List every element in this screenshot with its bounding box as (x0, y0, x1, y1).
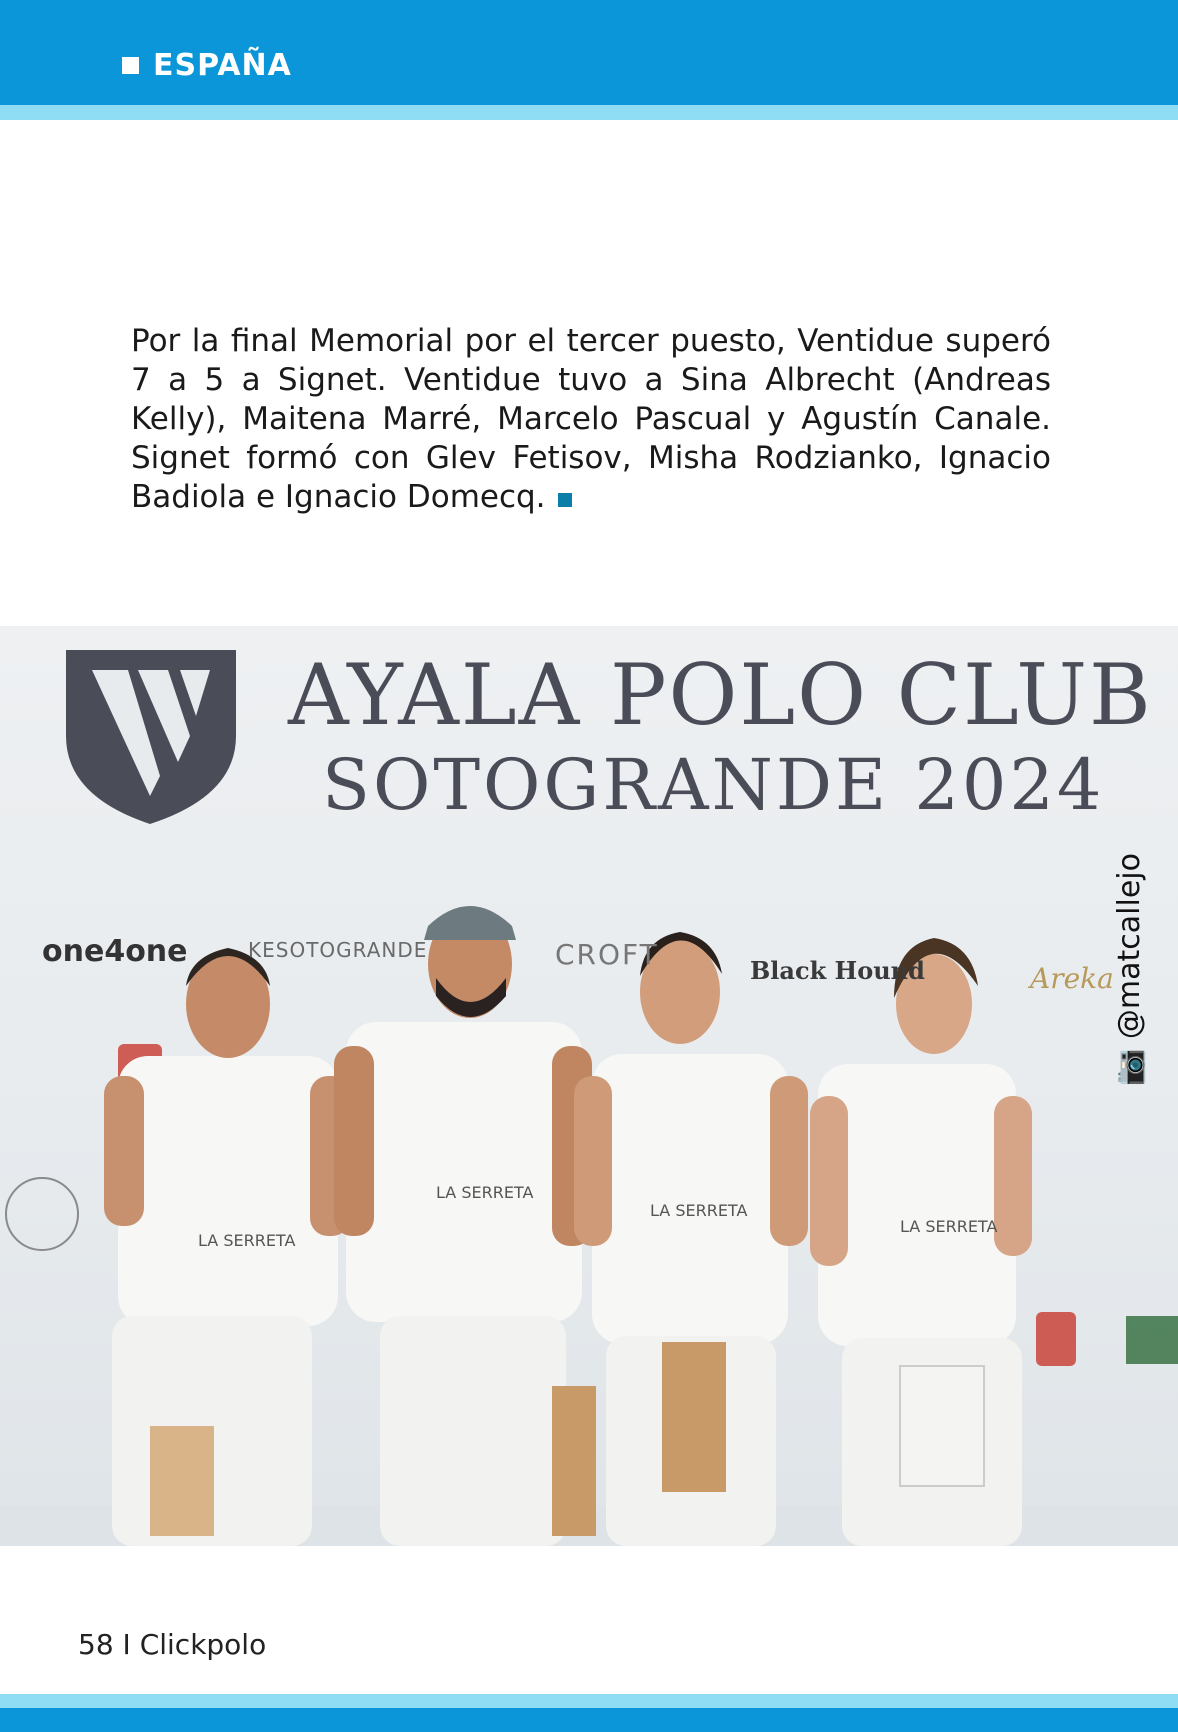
sponsor-one4one: one4one (42, 934, 188, 969)
banner-subtitle: SOTOGRANDE 2024 (322, 744, 1105, 826)
sponsor-croft: CROFT (555, 938, 659, 971)
section-square-icon (122, 57, 139, 74)
article-text: Por la final Memorial por el tercer puesto, Ventidue superó 7 a 5 a Signet. Ventidue tuvo a Sina Albrecht (Andreas Kelly), Maitena Marré, Marcelo Pascual y Agustín Canale. Signet formó con Glev Fetisov, Misha Rodzianko, Ignacio Badiola e Ignacio Domecq. (131, 323, 1051, 515)
club-shield-logo (66, 650, 236, 824)
camera-icon: 📷 (1112, 1048, 1147, 1086)
player-4 (810, 938, 1032, 1546)
player-2 (334, 906, 596, 1546)
svg-text:LA SERRETA: LA SERRETA (198, 1231, 296, 1250)
footer-bar (0, 1708, 1178, 1732)
player-1 (104, 948, 350, 1546)
footer-stripe (0, 1694, 1178, 1708)
end-of-article-icon (558, 493, 572, 507)
banner-title: AYALA POLO CLUB (288, 646, 1153, 744)
svg-text:LA SERRETA: LA SERRETA (650, 1201, 748, 1220)
player-3 (574, 932, 808, 1546)
photo-credit (1112, 853, 1147, 1086)
team-photo (0, 626, 1178, 1546)
sponsor-areka: Areka (1030, 962, 1114, 995)
header-stripe (0, 105, 1178, 120)
sponsor-kesotogrande: KESOTOGRANDE (248, 938, 428, 962)
svg-text:LA SERRETA: LA SERRETA (900, 1217, 998, 1236)
sponsor-black-hound: Black Hound (750, 956, 925, 985)
photo-credit-text: @matcallejo (1112, 853, 1147, 1040)
svg-text:LA SERRETA: LA SERRETA (436, 1183, 534, 1202)
article-paragraph (131, 322, 1051, 517)
page-footer: 58 I Clickpolo (78, 1628, 267, 1661)
section-title: ESPAÑA (153, 48, 292, 83)
section-label (122, 48, 292, 83)
